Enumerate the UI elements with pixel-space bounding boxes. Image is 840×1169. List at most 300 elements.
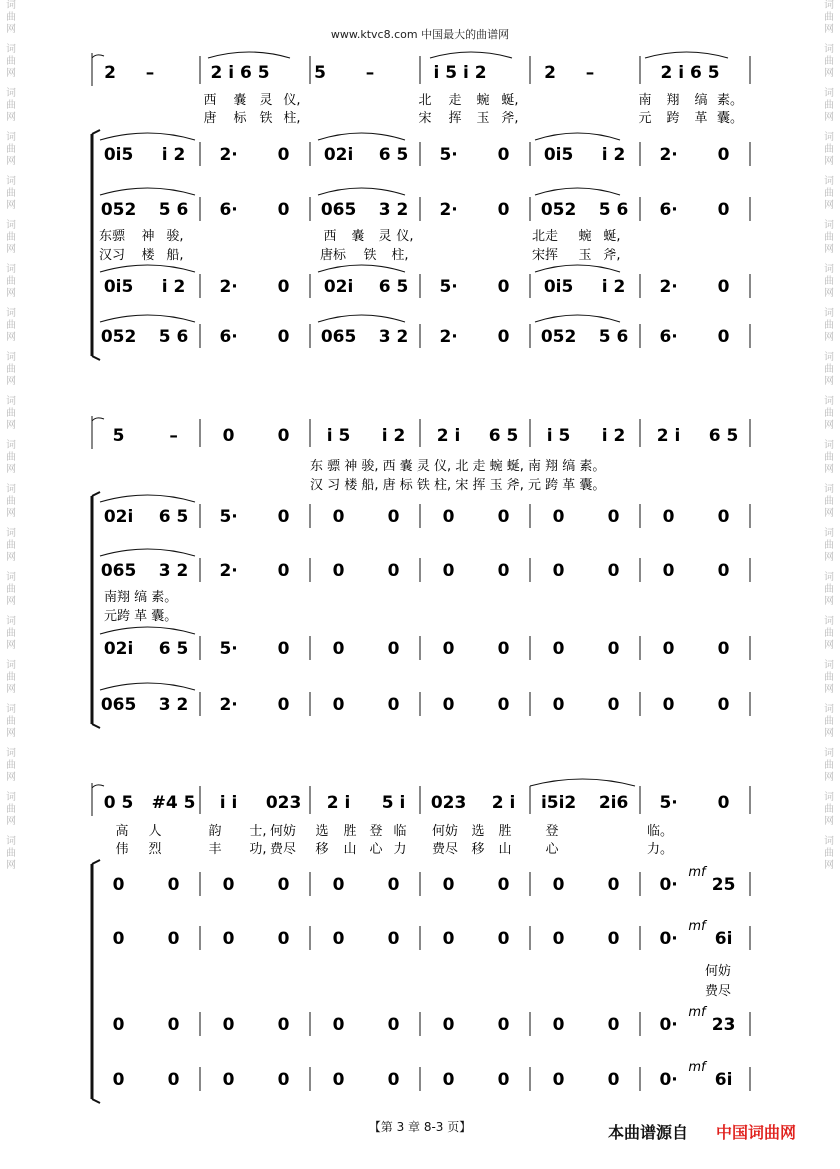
watermark-glyphs: 词 曲 网: [824, 396, 834, 431]
part-note: i 2: [161, 145, 186, 165]
part-note: 0: [442, 1015, 455, 1035]
part-note: 0: [332, 929, 345, 949]
part-note: 02i: [103, 507, 134, 527]
watermark-glyphs: 词 曲 网: [6, 88, 16, 123]
part-note: 0i5: [103, 277, 134, 297]
watermark-glyphs: 词 曲 网: [824, 528, 834, 563]
part-note: 2·: [219, 695, 238, 715]
part-note: 0: [332, 695, 345, 715]
slur: [535, 133, 620, 140]
part-note: 0: [167, 1070, 180, 1090]
dynamic-mark: mf: [688, 1060, 706, 1075]
top-note: 5: [314, 63, 326, 83]
part-note: 6·: [659, 200, 678, 220]
part-note: 6i: [714, 929, 733, 949]
lyric: 烈: [148, 842, 162, 857]
top-note: 5: [112, 426, 125, 446]
lyric: 楼: [141, 248, 155, 263]
top-note: 023: [430, 793, 467, 813]
part-note: 5 6: [158, 200, 189, 220]
lyric: 韵: [208, 824, 222, 839]
watermark-glyphs: 词 曲 网: [6, 396, 16, 431]
lyric: 选: [471, 824, 485, 839]
part-note: 0: [387, 507, 400, 527]
bracket-hook: [92, 356, 100, 360]
part-note: 6·: [219, 327, 238, 347]
lyric: 东 骠 神 骏, 西 嚢 灵 仪, 北 走 蜿 蜒, 南 翔 缟 素。: [310, 459, 606, 474]
part-note: 0: [442, 561, 455, 581]
part-note: 0: [277, 695, 290, 715]
lyric: 蜿: [578, 229, 592, 244]
part-note: 0·: [659, 875, 678, 895]
slur: [100, 133, 195, 140]
watermark-glyphs: 词 曲 网: [6, 176, 16, 211]
lyric: 翔: [666, 93, 680, 108]
bracket-hook: [92, 724, 100, 728]
part-note: 2·: [659, 145, 678, 165]
lyric: 临。: [646, 824, 674, 839]
part-note: 0: [442, 875, 455, 895]
part-note: 0: [442, 639, 455, 659]
part-note: 6 5: [378, 277, 409, 297]
part-note: 0: [717, 695, 730, 715]
part-note: 0: [662, 695, 675, 715]
slur: [100, 627, 195, 634]
part-note: 0: [497, 327, 510, 347]
part-note: 0: [387, 695, 400, 715]
part-note: 0: [277, 145, 290, 165]
part-note: 0i5: [103, 145, 134, 165]
part-note: 0: [497, 200, 510, 220]
top-note: i 5: [546, 426, 571, 446]
top-note: 2 i: [491, 793, 516, 813]
part-note: 3 2: [158, 561, 189, 581]
part-note: 2·: [439, 200, 458, 220]
lyric: 蜿: [476, 93, 490, 108]
part-note: 0: [442, 695, 455, 715]
part-note: 02i: [323, 145, 354, 165]
part-note: 0: [552, 929, 565, 949]
part-note: 0: [497, 875, 510, 895]
part-note: 0: [277, 1015, 290, 1035]
lyric: 费尽: [269, 842, 297, 857]
top-note: i 2: [381, 426, 406, 446]
lyric: 神: [141, 229, 155, 244]
lyric: 宋挥: [531, 248, 559, 263]
part-note: 0: [607, 1015, 620, 1035]
part-note: 0: [167, 929, 180, 949]
part-note: 0: [222, 1070, 235, 1090]
lyric: 铁: [363, 248, 377, 263]
site-name[interactable]: 中国词曲网: [716, 1123, 797, 1142]
watermark-glyphs: 词 曲 网: [824, 616, 834, 651]
part-note: 0i5: [543, 145, 574, 165]
lyric: 骏,: [166, 229, 184, 244]
source-label: 本曲谱源自: [608, 1123, 689, 1142]
bracket-hook: [92, 1099, 100, 1103]
part-note: 0: [552, 1015, 565, 1035]
part-note: 0·: [659, 1015, 678, 1035]
slur: [100, 495, 195, 502]
slur: [645, 52, 728, 58]
part-note: 0: [222, 875, 235, 895]
part-note: 0: [277, 561, 290, 581]
lyric: 汉 习 楼 船, 唐 标 铁 柱, 宋 挥 玉 斧, 元 跨 革 囊。: [310, 478, 606, 493]
watermark-glyphs: 词 曲 网: [6, 792, 16, 827]
lyric: 宋: [418, 111, 432, 126]
dynamic-mark: mf: [688, 865, 706, 880]
part-note: 2·: [659, 277, 678, 297]
part-note: 6 5: [158, 639, 189, 659]
part-note: 0: [497, 929, 510, 949]
top-note: 5·: [659, 793, 678, 813]
lyric: 临: [393, 824, 407, 839]
lyric: 胜: [343, 824, 357, 839]
part-note: 0: [387, 1015, 400, 1035]
part-note: 0: [497, 639, 510, 659]
lyric: 选: [315, 824, 329, 839]
lyric: 素。: [716, 93, 744, 108]
top-note: 2 i: [326, 793, 351, 813]
top-note: 2 i 6 5: [210, 63, 270, 83]
part-note: 0: [717, 145, 730, 165]
part-note: 0: [332, 875, 345, 895]
lyric: 元: [638, 111, 652, 126]
watermark-glyphs: 词 曲 网: [6, 308, 16, 343]
lyric: 标: [233, 111, 247, 126]
part-note: 02i: [323, 277, 354, 297]
part-note: 0: [497, 277, 510, 297]
watermark-glyphs: 词 曲 网: [6, 264, 16, 299]
lyric: 费尽: [431, 842, 459, 857]
top-note: i 5: [326, 426, 351, 446]
part-note: 0: [277, 200, 290, 220]
watermark-glyphs: 词 曲 网: [824, 176, 834, 211]
lyric: 南: [638, 93, 652, 108]
lyric: 登: [369, 824, 383, 839]
top-note: 5 i: [381, 793, 406, 813]
top-note: 2 i: [656, 426, 681, 446]
lyric: 移: [471, 842, 485, 857]
lyric: 何妨: [269, 824, 297, 839]
part-note: 0: [662, 639, 675, 659]
top-note: 6 5: [708, 426, 739, 446]
part-note: 0: [332, 1070, 345, 1090]
watermark-glyphs: 词 曲 网: [6, 660, 16, 695]
lyric: 北: [418, 93, 432, 108]
part-note: 25: [711, 875, 736, 895]
lyric: 斧,: [501, 111, 519, 126]
lyric: 北走: [531, 229, 559, 244]
lyric: 玉: [476, 111, 490, 126]
top-note: 6 5: [488, 426, 519, 446]
part-note: 052: [540, 200, 577, 220]
top-brace: [92, 418, 104, 421]
part-note: 0: [167, 875, 180, 895]
top-note: i 2: [601, 426, 626, 446]
watermark-glyphs: 词 曲 网: [824, 660, 834, 695]
watermark-glyphs: 词 曲 网: [6, 132, 16, 167]
slur: [100, 683, 195, 690]
part-note: 0: [442, 929, 455, 949]
watermark-glyphs: 词 曲 网: [824, 132, 834, 167]
part-note: 0: [607, 639, 620, 659]
part-note: i 2: [601, 145, 626, 165]
part-note: 5·: [219, 507, 238, 527]
top-note: 0: [222, 426, 235, 446]
lyric: 心: [369, 842, 383, 857]
watermark-glyphs: 词 曲 网: [6, 528, 16, 563]
watermark-glyphs: 词 曲 网: [824, 704, 834, 739]
lyric: 胜: [498, 824, 512, 839]
lyric: 力: [393, 842, 407, 857]
lyric: 囊。: [716, 111, 744, 126]
lyric: 西: [203, 93, 217, 108]
part-note: 0: [332, 1015, 345, 1035]
part-note: 0: [112, 1070, 125, 1090]
top-note: –: [365, 63, 375, 83]
part-note: 0: [552, 639, 565, 659]
lyric: 灵: [378, 229, 392, 244]
part-note: 0: [717, 507, 730, 527]
watermark-glyphs: 词 曲 网: [824, 484, 834, 519]
lyric: 西: [323, 229, 337, 244]
part-note: 0: [717, 277, 730, 297]
lyric: 何妨: [431, 824, 459, 839]
watermark-glyphs: 词 曲 网: [6, 352, 16, 387]
top-note: i5i2: [540, 793, 577, 813]
lyric: 唐标: [319, 248, 347, 263]
lyric: 丰: [208, 842, 222, 857]
slur: [208, 52, 290, 58]
lyric: 缟: [694, 93, 708, 108]
lyric: 山: [343, 842, 357, 857]
part-note: 6·: [219, 200, 238, 220]
watermark-glyphs: 词 曲 网: [824, 44, 834, 79]
part-note: 0: [552, 695, 565, 715]
watermark-glyphs: 词 曲 网: [6, 44, 16, 79]
part-note: 0: [277, 875, 290, 895]
watermark-glyphs: 词 曲 网: [6, 440, 16, 475]
part-note: 0: [717, 639, 730, 659]
watermark-glyphs: 词 曲 网: [824, 352, 834, 387]
slur: [535, 315, 620, 322]
part-note: 0: [607, 1070, 620, 1090]
watermark-glyphs: 词 曲 网: [6, 220, 16, 255]
lyric: 仪,: [283, 93, 301, 108]
slur: [318, 315, 405, 322]
top-note: 0: [717, 793, 730, 813]
part-note: 0: [332, 639, 345, 659]
lyric: 蜒,: [603, 229, 621, 244]
top-note: 2 i: [436, 426, 461, 446]
part-note: 0i5: [543, 277, 574, 297]
part-note: 5·: [439, 145, 458, 165]
watermark-glyphs: 词 曲 网: [824, 440, 834, 475]
part-note: 6 5: [158, 507, 189, 527]
slur: [430, 52, 512, 58]
part-note: 065: [100, 561, 137, 581]
part-note: 0: [717, 200, 730, 220]
part-note: 065: [100, 695, 137, 715]
lyric: 功,: [249, 842, 267, 857]
top-note: 023: [265, 793, 302, 813]
part-note: 0: [552, 875, 565, 895]
watermark-glyphs: 词 曲 网: [6, 572, 16, 607]
part-note: 2·: [219, 277, 238, 297]
lyric: 铁: [259, 111, 273, 126]
part-note: 23: [711, 1015, 736, 1035]
part-note: 3 2: [158, 695, 189, 715]
slur: [100, 315, 195, 322]
lyric: 何妨: [704, 964, 732, 979]
slur: [318, 188, 405, 195]
part-note: 0: [607, 929, 620, 949]
slur: [100, 549, 195, 556]
watermark-glyphs: 词 曲 网: [6, 0, 16, 35]
top-brace: [92, 55, 104, 58]
part-note: 0: [607, 695, 620, 715]
lyric: 人: [148, 824, 162, 839]
lyric: 斧,: [603, 248, 621, 263]
lyric: 仪,: [396, 229, 414, 244]
top-note: 2i6: [598, 793, 629, 813]
lyric: 伟: [115, 842, 129, 857]
part-note: 0: [222, 929, 235, 949]
lyric: 费尽: [704, 984, 732, 999]
top-note: 2: [104, 63, 116, 83]
watermark-glyphs: 词 曲 网: [824, 220, 834, 255]
part-note: 052: [540, 327, 577, 347]
part-note: 0: [332, 561, 345, 581]
top-brace: [92, 785, 104, 788]
lyric: 船,: [166, 248, 184, 263]
part-note: 0: [112, 1015, 125, 1035]
part-note: 0: [277, 277, 290, 297]
top-note: –: [585, 63, 595, 83]
slur: [535, 188, 620, 195]
lyric: 山: [498, 842, 512, 857]
part-note: 0: [442, 507, 455, 527]
part-note: 2·: [219, 145, 238, 165]
part-note: 0: [497, 695, 510, 715]
bracket-hook: [92, 492, 100, 496]
part-note: 052: [100, 200, 137, 220]
bracket-hook: [92, 860, 100, 864]
page-number: 【第 3 章 8-3 页】: [368, 1120, 472, 1134]
part-note: i 2: [601, 277, 626, 297]
lyric: 玉: [578, 248, 592, 263]
lyric: 挥: [448, 111, 462, 126]
lyric: 柱,: [391, 248, 409, 263]
lyric: 心: [545, 842, 559, 857]
part-note: 0: [387, 1070, 400, 1090]
site-header: www.ktvc8.com 中国最大的曲谱网: [330, 28, 510, 41]
lyric: 蜒,: [501, 93, 519, 108]
watermark-glyphs: 词 曲 网: [824, 572, 834, 607]
top-note: i i: [219, 793, 238, 813]
part-note: 2·: [439, 327, 458, 347]
part-note: 0: [497, 1070, 510, 1090]
watermark-glyphs: 词 曲 网: [824, 792, 834, 827]
part-note: 3 2: [378, 200, 409, 220]
slur: [100, 188, 195, 195]
part-note: 02i: [103, 639, 134, 659]
watermark-glyphs: 词 曲 网: [824, 0, 834, 35]
slur: [318, 265, 405, 272]
part-note: i 2: [161, 277, 186, 297]
part-note: 6i: [714, 1070, 733, 1090]
watermark-glyphs: 词 曲 网: [6, 836, 16, 871]
part-note: 0·: [659, 1070, 678, 1090]
top-note: –: [169, 426, 178, 446]
lyric: 南翔 缟 素。: [104, 590, 178, 605]
lyric: 汉习: [98, 248, 126, 263]
part-note: 0: [167, 1015, 180, 1035]
dynamic-mark: mf: [688, 1005, 706, 1020]
watermark-glyphs: 词 曲 网: [6, 484, 16, 519]
lyric: 登: [545, 824, 559, 839]
watermark-glyphs: 词 曲 网: [6, 748, 16, 783]
part-note: 0: [552, 1070, 565, 1090]
watermark-glyphs: 词 曲 网: [824, 308, 834, 343]
part-note: 0: [552, 561, 565, 581]
part-note: 0: [387, 875, 400, 895]
part-note: 5 6: [598, 200, 629, 220]
part-note: 0: [277, 327, 290, 347]
lyric: 灵: [259, 93, 273, 108]
part-note: 6 5: [378, 145, 409, 165]
part-note: 0: [662, 507, 675, 527]
top-note: i 5 i 2: [433, 63, 487, 83]
top-note: 0 5: [103, 793, 134, 813]
part-note: 0: [277, 507, 290, 527]
slur: [318, 133, 405, 140]
part-note: 0: [607, 875, 620, 895]
part-note: 5·: [219, 639, 238, 659]
part-note: 0: [277, 1070, 290, 1090]
lyric: 唐: [203, 111, 217, 126]
part-note: 2·: [219, 561, 238, 581]
part-note: 0: [222, 1015, 235, 1035]
part-note: 0: [442, 1070, 455, 1090]
watermark-glyphs: 词 曲 网: [6, 704, 16, 739]
part-note: 0: [332, 507, 345, 527]
watermark-glyphs: 词 曲 网: [824, 264, 834, 299]
part-note: 065: [320, 200, 357, 220]
slur: [100, 265, 195, 272]
part-note: 0: [717, 327, 730, 347]
watermark-glyphs: 词 曲 网: [824, 748, 834, 783]
part-note: 0: [607, 561, 620, 581]
top-note: 0: [277, 426, 290, 446]
part-note: 0: [552, 507, 565, 527]
top-note: 2 i 6 5: [660, 63, 720, 83]
part-note: 0: [112, 929, 125, 949]
part-note: 3 2: [378, 327, 409, 347]
lyric: 走: [448, 93, 462, 108]
part-note: 0: [387, 929, 400, 949]
part-note: 0: [717, 561, 730, 581]
dynamic-mark: mf: [688, 919, 706, 934]
part-note: 0: [497, 507, 510, 527]
lyric: 高: [115, 824, 129, 839]
lyric: 元跨 革 囊。: [104, 609, 178, 624]
part-note: 0: [277, 639, 290, 659]
part-note: 0: [497, 145, 510, 165]
part-note: 052: [100, 327, 137, 347]
watermark-glyphs: 词 曲 网: [6, 616, 16, 651]
